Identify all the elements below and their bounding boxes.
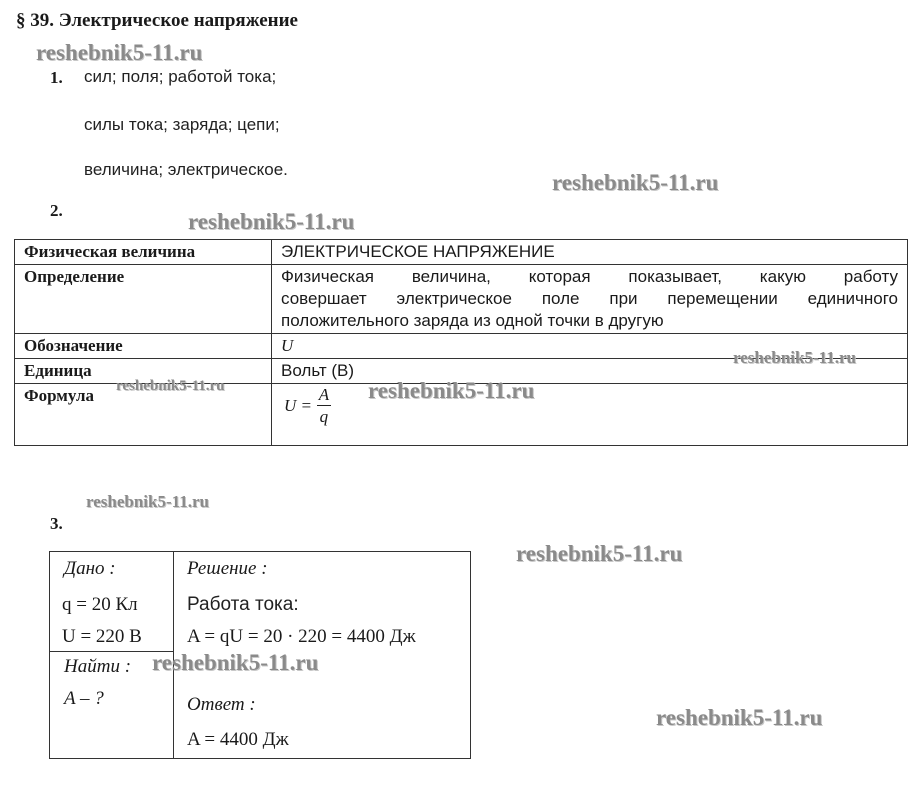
table-row	[15, 240, 908, 265]
watermark-text: reshebnik5-11.ru	[368, 378, 535, 403]
formula-lhs: U =	[284, 395, 312, 415]
definition-line-3: положительного заряда из одной точки в другую	[281, 311, 664, 330]
row-value-formula	[272, 384, 908, 446]
solution-text: Работа тока:	[187, 594, 299, 615]
watermark-text: reshebnik5-11.ru	[656, 705, 823, 730]
given-charge: q = 20 Кл	[62, 594, 138, 615]
given-voltage: U = 220 В	[62, 626, 142, 647]
question-2-number: 2.	[50, 201, 63, 220]
row-value-unit: Вольт (В)	[272, 359, 908, 384]
formula-fraction	[317, 385, 331, 428]
row-label-quantity: Физическая величина	[15, 240, 272, 265]
row-label-definition: Определение	[15, 265, 272, 334]
section-heading: § 39. Электрическое напряжение	[16, 10, 298, 31]
q1-line-3: величина; электрическое.	[84, 160, 288, 179]
watermark-text: reshebnik5-11.ru	[36, 40, 203, 65]
watermark-text: reshebnik5-11.ru	[733, 348, 856, 367]
question-1-number: 1.	[50, 68, 63, 87]
answer-value: A = 4400 Дж	[187, 729, 289, 750]
watermark-text: reshebnik5-11.ru	[152, 650, 319, 675]
table-row	[15, 265, 908, 334]
q1-line-2: силы тока; заряда; цепи;	[84, 115, 280, 134]
find-value: A – ?	[64, 688, 104, 709]
watermark-text: reshebnik5-11.ru	[86, 492, 209, 511]
symbol-u: U	[281, 336, 294, 355]
find-header: Найти :	[64, 656, 132, 677]
definition-table	[14, 239, 908, 446]
row-value-definition	[272, 265, 908, 334]
q1-line-1: сил; поля; работой тока;	[84, 67, 277, 86]
formula-numerator: A	[318, 385, 330, 404]
solution-formula: A = qU = 20 · 220 = 4400 Дж	[187, 626, 416, 647]
watermark-text: reshebnik5-11.ru	[552, 170, 719, 195]
row-label-formula: Формула	[15, 384, 272, 446]
definition-line-1: Физическая величина, которая показывает, какую работу	[281, 267, 898, 286]
answer-header: Ответ :	[187, 694, 256, 715]
watermark-text: reshebnik5-11.ru	[188, 209, 355, 234]
watermark-text: reshebnik5-11.ru	[116, 378, 225, 394]
given-header: Дано :	[64, 558, 116, 579]
row-label-symbol: Обозначение	[15, 334, 272, 359]
row-value-quantity: ЭЛЕКТРИЧЕСКОЕ НАПРЯЖЕНИЕ	[272, 240, 908, 265]
formula-denominator: q	[319, 407, 329, 426]
definition-line-2: совершает электрическое поле при перемещении единичного	[281, 289, 898, 308]
question-3-number: 3.	[50, 514, 63, 533]
watermark-text: reshebnik5-11.ru	[516, 541, 683, 566]
row-label-unit: Единица	[15, 359, 272, 384]
solution-header: Решение :	[187, 558, 268, 579]
